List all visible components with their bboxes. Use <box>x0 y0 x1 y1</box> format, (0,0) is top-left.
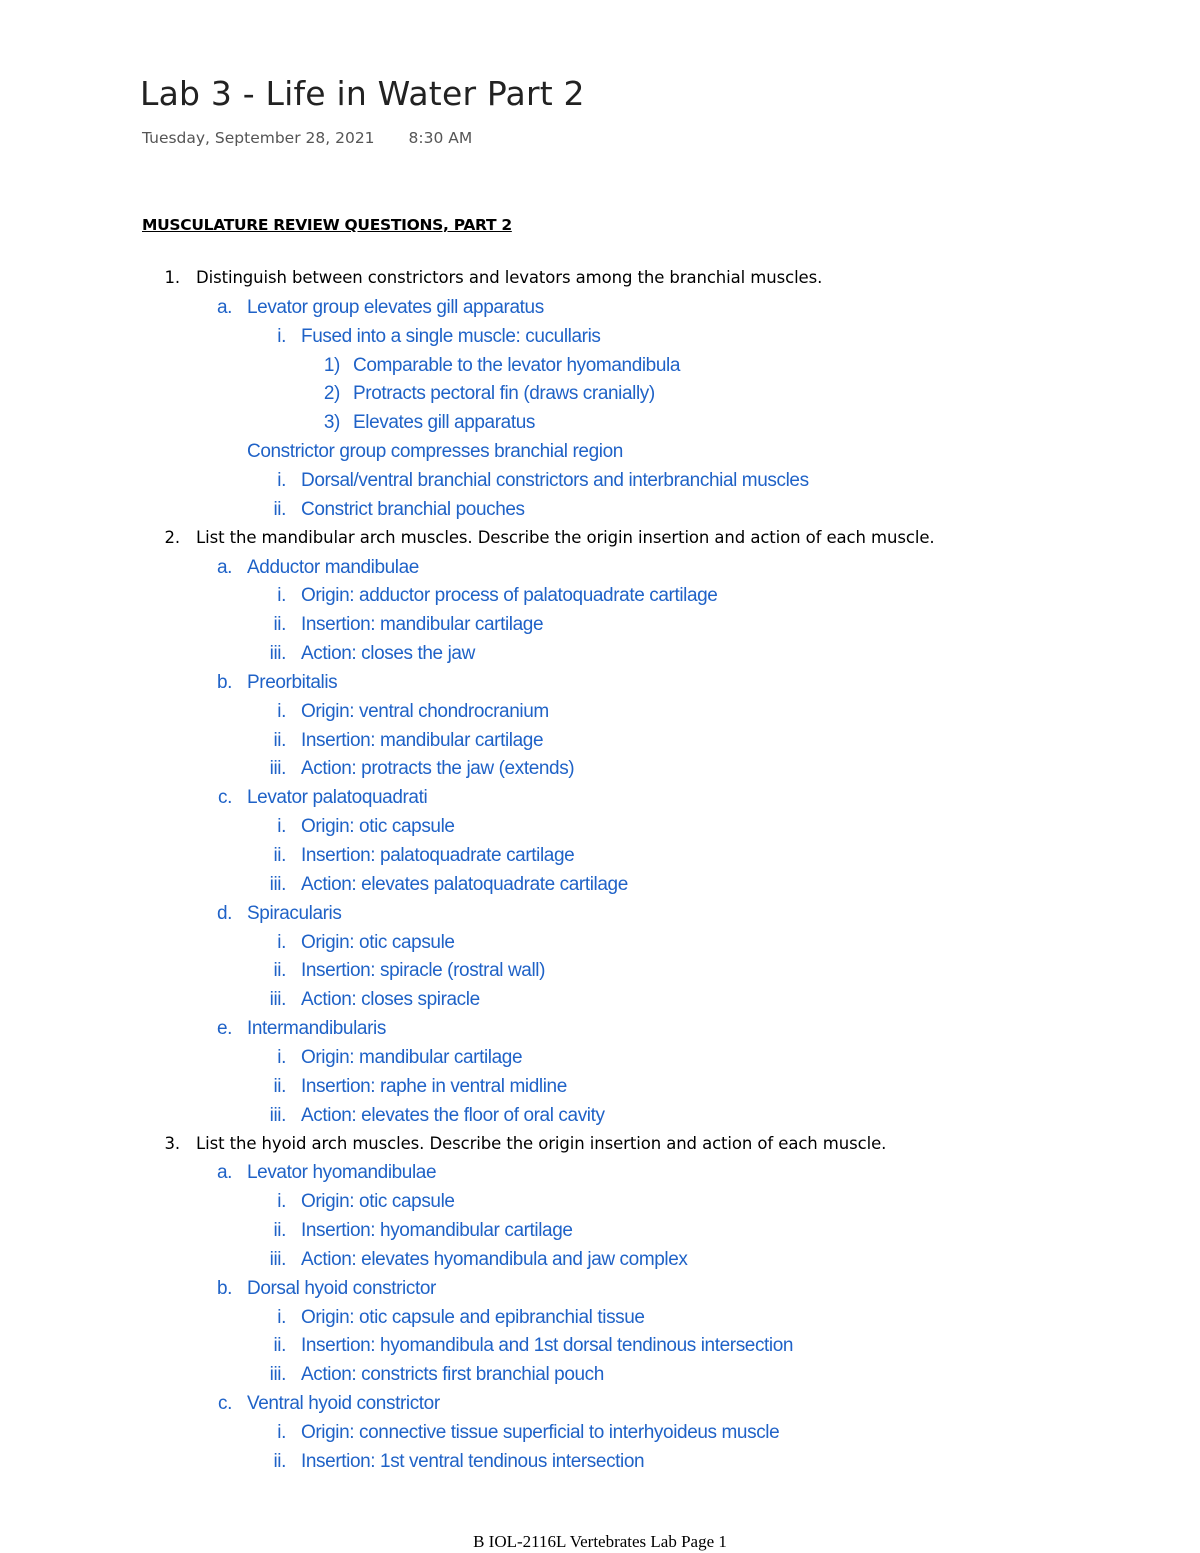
list-text: Comparable to the levator hyomandibula <box>353 354 681 376</box>
list-text: Insertion: 1st ventral tendinous intersection <box>301 1450 645 1472</box>
list-marker: ii. <box>273 960 286 982</box>
list-marker: 2. <box>164 527 180 547</box>
list-text: Insertion: hyomandibula and 1st dorsal tendinous intersection <box>301 1335 794 1357</box>
list-marker: iii. <box>269 1104 286 1126</box>
list-marker: b. <box>216 1277 232 1299</box>
list-text: Ventral hyoid constrictor <box>247 1393 440 1415</box>
list-marker: ii. <box>273 1075 286 1097</box>
list-marker: ii. <box>273 1335 286 1357</box>
list-text: Spiracularis <box>247 902 342 924</box>
list-marker: ii. <box>273 498 286 520</box>
list-text: Origin: adductor process of palatoquadrate cartilage <box>301 585 718 607</box>
list-marker: iii. <box>269 643 286 665</box>
list-text: Levator group elevates gill apparatus <box>247 296 544 318</box>
list-text: Insertion: raphe in ventral midline <box>301 1075 567 1097</box>
list-text: Insertion: palatoquadrate cartilage <box>301 845 575 866</box>
list-marker: i. <box>277 1306 286 1328</box>
list-marker: i. <box>277 931 286 953</box>
list-marker: ii. <box>273 1220 286 1242</box>
list-marker: i. <box>277 816 286 838</box>
list-text: Action: elevates palatoquadrate cartilage <box>301 873 628 895</box>
list-marker: 2) <box>323 383 340 405</box>
list-text: Constrict branchial pouches <box>301 498 525 520</box>
list-text: Insertion: hyomandibular cartilage <box>301 1220 573 1242</box>
page-footer: B IOL-2116L Vertebrates Lab Page 1 <box>473 1532 727 1551</box>
list-text: Levator hyomandibulae <box>247 1162 437 1184</box>
list-marker: 3. <box>164 1133 180 1153</box>
list-text: Origin: connective tissue superficial to interhyoideus muscle <box>301 1422 780 1443</box>
list-text: Fused into a single muscle: cucullaris <box>301 325 601 347</box>
list-text: Origin: otic capsule <box>301 816 455 838</box>
list-text: Action: elevates hyomandibula and jaw complex <box>301 1248 688 1270</box>
list-text: Action: elevates the floor of oral cavity <box>301 1104 605 1126</box>
list-marker: c. <box>218 787 232 809</box>
list-marker: a. <box>216 1162 232 1184</box>
list-marker: d. <box>216 902 232 924</box>
list-text: Origin: ventral chondrocranium <box>301 700 549 722</box>
list-marker: i. <box>277 1422 286 1443</box>
list-text: Constrictor group compresses branchial region <box>247 441 623 463</box>
list-text: Origin: otic capsule and epibranchial tissue <box>301 1306 645 1328</box>
list-text: Action: protracts the jaw (extends) <box>301 758 575 780</box>
list-marker: ii. <box>273 845 286 866</box>
list-marker: b. <box>216 671 232 693</box>
list-text: Insertion: mandibular cartilage <box>301 729 544 751</box>
section-heading: MUSCULATURE REVIEW QUESTIONS, PART 2 <box>142 216 512 234</box>
list-text: Elevates gill apparatus <box>353 412 535 434</box>
page-meta <box>142 129 472 147</box>
list-marker: i. <box>277 1046 286 1068</box>
list-marker: 3) <box>323 412 340 434</box>
list-marker: i. <box>277 585 286 607</box>
list-text: Action: closes spiracle <box>301 989 480 1011</box>
list-text: Distinguish between constrictors and levators among the branchial muscles. <box>196 268 823 287</box>
list-marker: ii. <box>273 1450 286 1472</box>
page-time: 8:30 AM <box>408 129 473 147</box>
list-text: List the hyoid arch muscles. Describe the origin insertion and action of each muscle. <box>196 1133 887 1153</box>
list-marker: iii. <box>269 989 286 1011</box>
list-text: Preorbitalis <box>247 671 338 693</box>
list-text: Protracts pectoral fin (draws cranially) <box>353 383 655 405</box>
list-marker: iii. <box>269 758 286 780</box>
list-marker: iii. <box>269 1364 286 1386</box>
list-text: List the mandibular arch muscles. Describe the origin insertion and action of each muscle. <box>196 527 935 547</box>
list-marker: i. <box>277 700 286 722</box>
list-marker: iii. <box>269 1248 286 1270</box>
list-text: Dorsal/ventral branchial constrictors and interbranchial muscles <box>301 469 809 491</box>
list-marker: a. <box>216 296 232 318</box>
list-marker: ii. <box>273 729 286 751</box>
list-text: Insertion: spiracle (rostral wall) <box>301 960 546 982</box>
list-marker: i. <box>277 469 286 491</box>
list-marker: ii. <box>273 614 286 636</box>
list-marker: e. <box>216 1018 232 1040</box>
list-text: Action: constricts first branchial pouch <box>301 1364 604 1386</box>
list-marker: 1) <box>323 354 340 376</box>
page-date: Tuesday, September 28, 2021 <box>142 129 375 147</box>
list-text: Origin: otic capsule <box>301 931 455 953</box>
list-text: Dorsal hyoid constrictor <box>247 1277 436 1299</box>
list-text: Origin: mandibular cartilage <box>301 1046 523 1068</box>
list-marker: a. <box>216 556 232 578</box>
list-text: Action: closes the jaw <box>301 643 475 665</box>
list-marker: i. <box>277 325 286 347</box>
list-text: Adductor mandibulae <box>247 556 419 578</box>
list-text: Intermandibularis <box>247 1018 386 1040</box>
list-text: Levator palatoquadrati <box>247 787 428 809</box>
page-title: Lab 3 - Life in Water Part 2 <box>140 74 585 113</box>
list-text: Insertion: mandibular cartilage <box>301 614 544 636</box>
list-marker: c. <box>218 1393 232 1415</box>
list-text: Origin: otic capsule <box>301 1191 455 1213</box>
list-marker: 1. <box>164 268 180 287</box>
list-marker: i. <box>277 1191 286 1213</box>
list-marker: iii. <box>269 873 286 895</box>
